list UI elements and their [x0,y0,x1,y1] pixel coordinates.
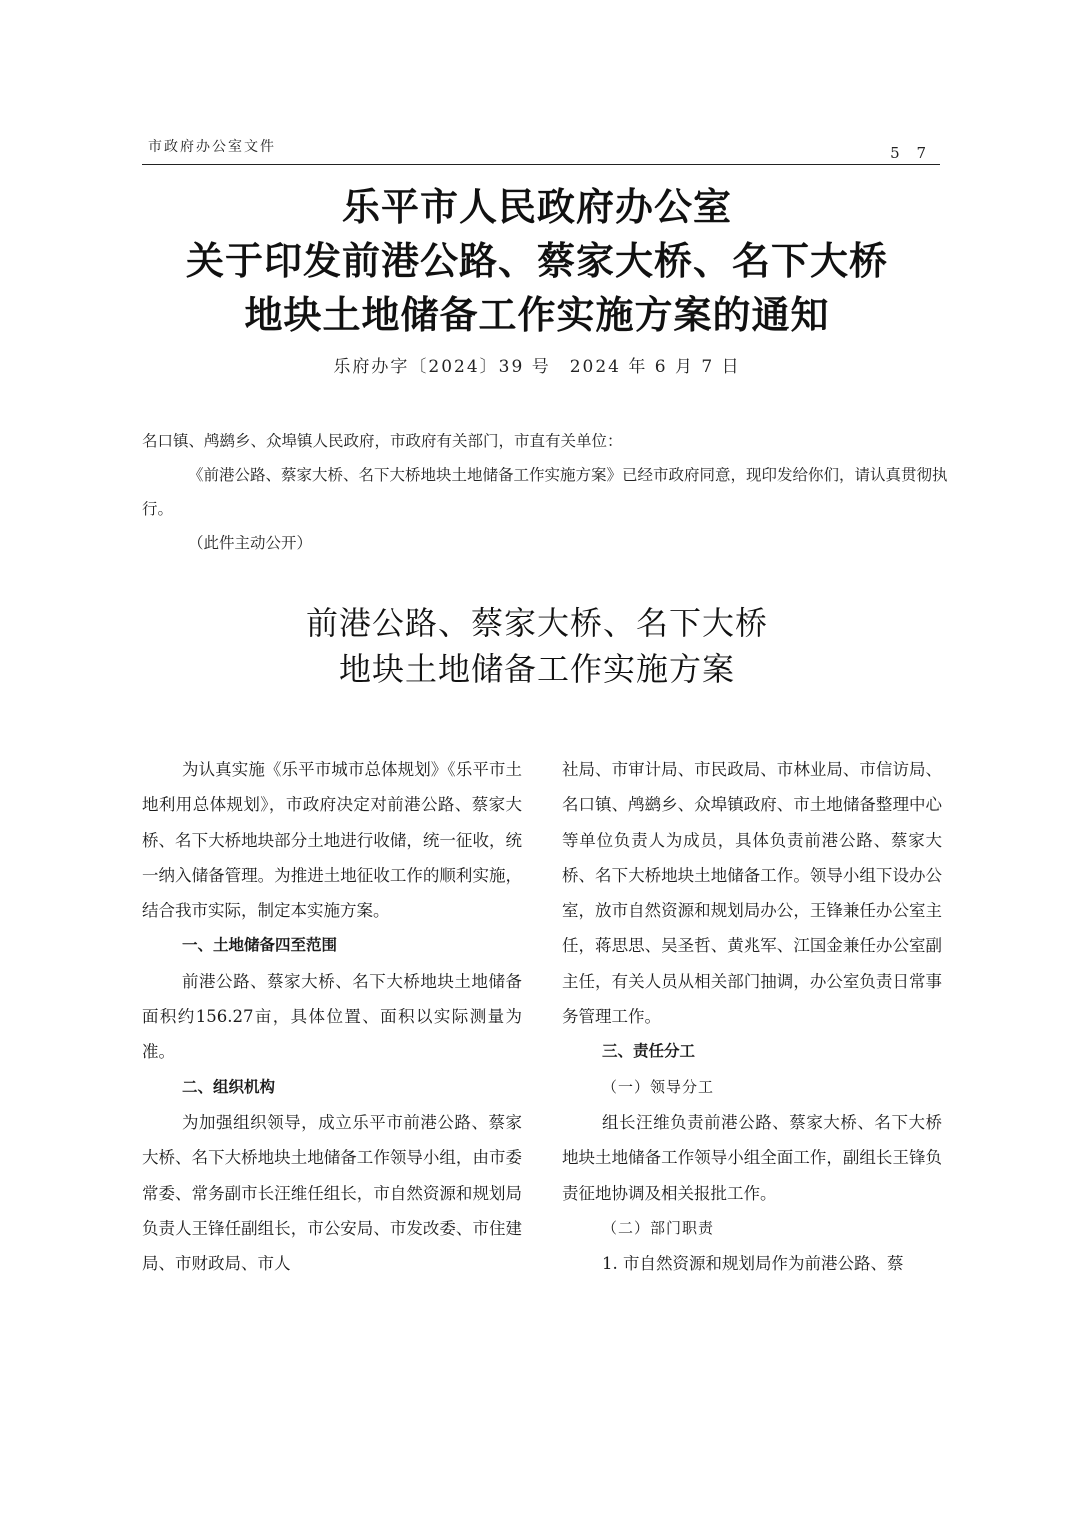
notice-title-line-3: 地块土地储备工作实施方案的通知 [244,292,830,337]
document-number: 乐府办字〔2024〕39 号 2024 年 6 月 7 日 [333,357,741,377]
notice-title [0,180,1074,342]
notice-text: 《前港公路、蔡家大桥、名下大桥地块土地储备工作实施方案》已经市政府同意，现印发给你们，请认真贯彻执行。 [142,466,948,518]
plan-left-column [142,752,522,1281]
header-divider [142,164,940,165]
plan-intro-paragraph: 为认真实施《乐平市城市总体规划》《乐平市土地利用总体规划》，市政府决定对前港公路、蔡家大桥、名下大桥地块部分土地进行收储，统一征收，统一纳入储备管理。为推进土地征收工作的顺利实施，结合我市实际，制定本实施方案。 [142,760,522,921]
header-office-label: 市政府办公室文件 [148,139,276,155]
section-heading-organization: 二、组织机构 [182,1077,276,1096]
section-heading-responsibilities: 三、责任分工 [602,1042,696,1061]
section-scope-paragraph: 前港公路、蔡家大桥、名下大桥地块土地储备面积约156.27亩，具体位置、面积以实际测量为准。 [142,971,522,1062]
subsection-leadership-paragraph: 组长汪维负责前港公路、蔡家大桥、名下大桥地块土地储备工作领导小组全面工作，副组长王锋负责征地协调及相关报批工作。 [562,1112,942,1203]
notice-body [142,424,957,560]
plan-title-line-2: 地块土地储备工作实施方案 [338,650,735,688]
department-duty-item-1: 1. 市自然资源和规划局作为前港公路、蔡 [602,1254,904,1274]
plan-title [0,600,1074,692]
plan-right-column [562,752,942,1281]
subsection-heading-departments: （二）部门职责 [602,1218,715,1237]
section-organization-continued: 社局、市审计局、市民政局、市林业局、市信访局、名口镇、鸬鹚乡、众埠镇政府、市土地储备整理中心等单位负责人为成员，具体负责前港公路、蔡家大桥、名下大桥地块土地储备工作。领导小组下设办公室，放市自然资源和规划局办公，王锋兼任办公室主任，蒋思思、吴圣哲、黄兆军、江国金兼任办公室副主任，有关人员从相关部门抽调，办公室负责日常事务管理工作。 [562,760,942,1027]
section-heading-scope: 一、土地储备四至范围 [182,936,338,955]
notice-title-line-2: 关于印发前港公路、蔡家大桥、名下大桥 [185,238,888,283]
disclosure-note: （此件主动公开） [188,534,313,552]
plan-title-line-1: 前港公路、蔡家大桥、名下大桥 [305,604,768,642]
notice-title-line-1: 乐平市人民政府办公室 [341,184,732,229]
section-organization-paragraph: 为加强组织领导，成立乐平市前港公路、蔡家大桥、名下大桥地块土地储备工作领导小组，由市委常委、常务副市长汪维任组长，市自然资源和规划局负责人王锋任副组长，市公安局、市发改委、市住建局、市财政局、市人 [142,1112,522,1274]
page-number: 5 7 [890,144,932,162]
subsection-heading-leadership: （一）领导分工 [602,1077,715,1096]
notice-recipients: 名口镇、鸬鹚乡、众埠镇人民政府，市政府有关部门，市直有关单位： [142,432,623,450]
